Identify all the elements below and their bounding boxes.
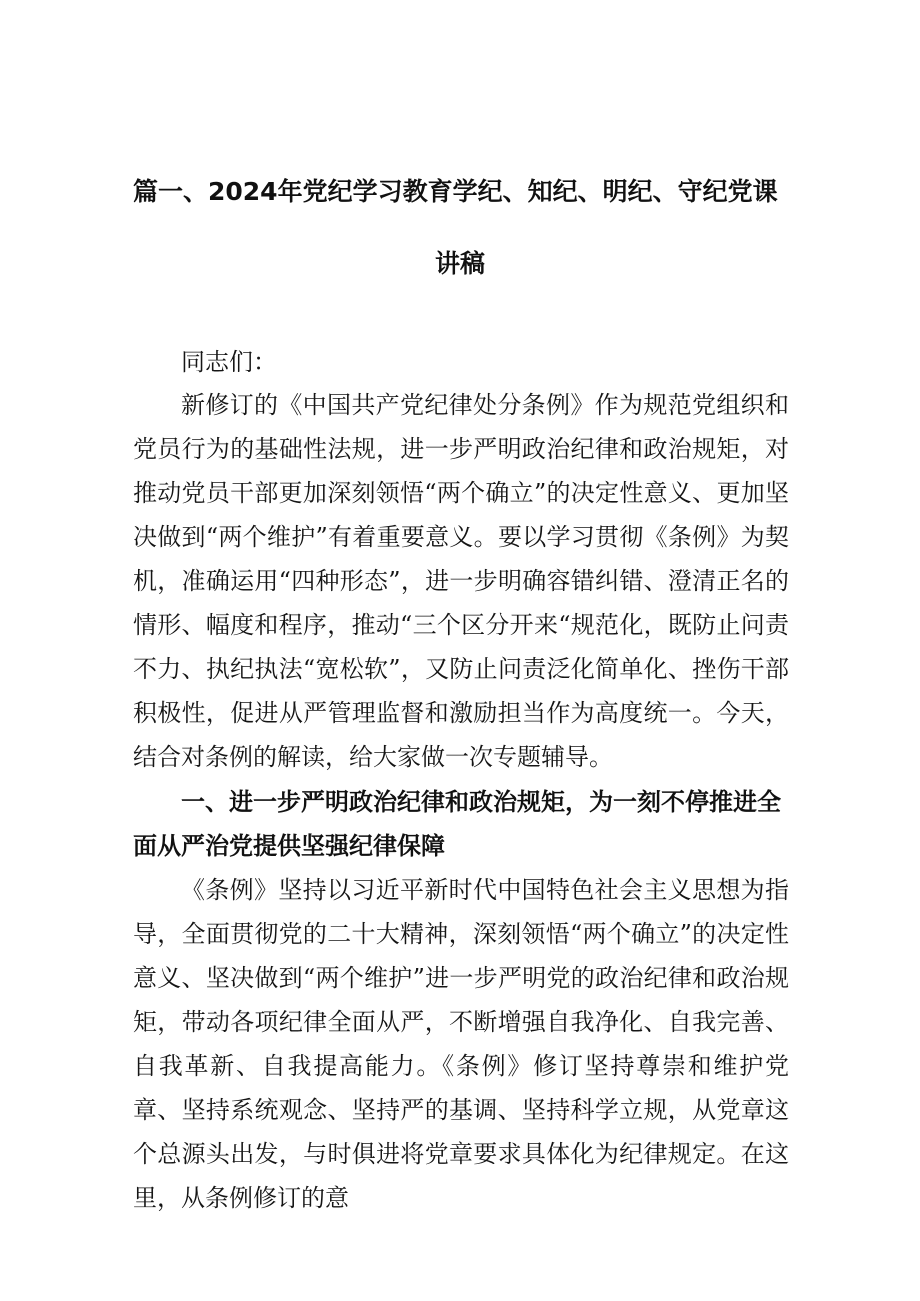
salutation: 同志们： [181, 348, 277, 376]
document-title-line-2: 讲稿 [434, 249, 485, 278]
body-block-2 [133, 868, 789, 1220]
paragraph-intro: 新修订的《中国共产党纪律处分条例》作为规范党组织和党员行为的基础性法规，进一步严明政治纪律和政治规矩，对推动党员干部更加深刻领悟“两个确立”的决定性意义、更加坚决做到“两个维护”有着重要意义。要以学习贯彻《条例》为契机，准确运用“四种形态”，进一步明确容错纠错、澄清正名的情形、幅度和程序，推动“三个区分开来“规范化，既防止问责不力、执纪执法“宽松软”，又防止问责泛化简单化、挫伤干部积极性，促进从严管理监督和激励担当作为高度统一。今天，结合对条例的解读，给大家做一次专题辅导。 [133, 391, 789, 771]
paragraph-section-1: 《条例》坚持以习近平新时代中国特色社会主义思想为指导，全面贯彻党的二十大精神，深刻领悟“两个确立”的决定性意义、坚决做到“两个维护”进一步严明党的政治纪律和政治规矩，带动各项纪律全面从严，不断增强自我净化、自我完善、自我革新、自我提高能力。《条例》修订坚持尊崇和维护党章、坚持系统观念、坚持严的基调、坚持科学立规，从党章这个总源头出发，与时俱进将党章要求具体化为纪律规定。在这里，从条例修订的意 [133, 876, 789, 1212]
body-block-1 [133, 383, 789, 779]
document-title-line-1: 篇一、2024年党纪学习教育学纪、知纪、明纪、守纪党课 [133, 177, 778, 206]
section-heading-1: 一、进一步严明政治纪律和政治规矩，为一刻不停推进全面从严治党提供坚强纪律保障 [133, 788, 781, 860]
